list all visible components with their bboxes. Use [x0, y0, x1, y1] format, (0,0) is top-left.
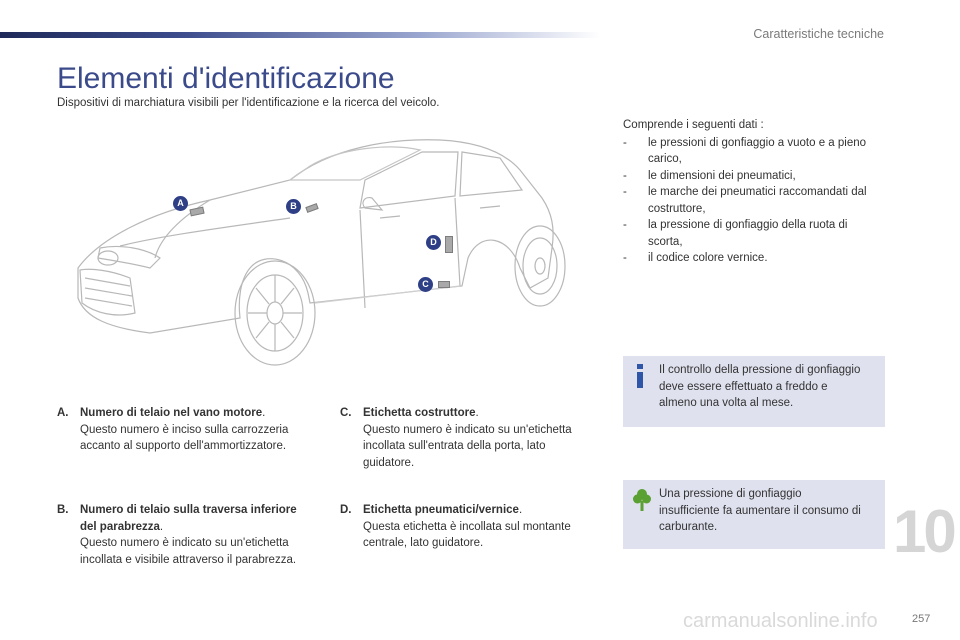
info-line: almeno una volta al mese.: [659, 397, 794, 409]
eco-box: [623, 480, 885, 549]
car-illustration: [60, 118, 600, 388]
watermark: carmanualsonline.info: [683, 610, 878, 632]
marker-b: B: [286, 199, 301, 214]
info-line: Il controllo della pressione di gonfiaggio: [659, 364, 861, 376]
eco-line: carburante.: [659, 521, 718, 533]
header-gradient-bar: [0, 32, 600, 38]
list-item: - la pressione di gonfiaggio della ruota di scorta,: [623, 219, 848, 248]
list-intro: Comprende i seguenti dati :: [623, 119, 764, 131]
item-c: C. Etichetta costruttore. Questo numero è indicato su un'etichetta incollata sull'entrata della porta, lato guidatore.: [340, 405, 600, 471]
item-heading: Numero di telaio nel vano motore: [80, 407, 263, 419]
tree-icon: [633, 488, 651, 512]
page-title: Elementi d'identificazione: [57, 62, 395, 95]
page-number: 257: [912, 613, 931, 625]
item-line: incollata e visibile attraverso il parabrezza.: [80, 553, 297, 566]
item-heading: Numero di telaio sulla traversa inferiore: [80, 504, 297, 516]
item-d: D. Etichetta pneumatici/vernice. Questa etichetta è incollata sul montante centrale, lato guidatore.: [340, 502, 600, 552]
plate-c: [438, 281, 450, 288]
info-box: [623, 356, 885, 427]
info-icon: [633, 364, 647, 388]
item-b: B. Numero di telaio sulla traversa inferiore del parabrezza. Questo numero è indicato su un'etichetta incollata e visibile attraverso il parabrezza.: [57, 502, 327, 568]
marker-c: C: [418, 277, 433, 292]
item-letter: D.: [340, 504, 352, 516]
item-line: Questo numero è indicato su un'etichetta: [363, 423, 572, 436]
list-item: - le marche dei pneumatici raccomandati dal costruttore,: [623, 186, 867, 215]
item-line: incollata sull'entrata della porta, lato: [363, 440, 546, 452]
item-heading: Etichetta pneumatici/vernice: [363, 504, 519, 516]
item-letter: B.: [57, 504, 69, 516]
item-letter: A.: [57, 407, 69, 419]
item-heading: Etichetta costruttore: [363, 407, 476, 419]
list-item: - le pressioni di gonfiaggio a vuoto e a pieno carico,: [623, 136, 867, 165]
item-line: centrale, lato guidatore.: [363, 537, 484, 549]
item-line: guidatore.: [363, 456, 415, 469]
eco-line: insufficiente fa aumentare il consumo di: [659, 504, 861, 517]
section-header: Caratteristiche tecniche: [753, 27, 884, 41]
item-letter: C.: [340, 407, 352, 419]
item-heading-cont: del parabrezza: [80, 520, 160, 533]
marker-d: D: [426, 235, 441, 250]
item-line: Questa etichetta è incollata sul montante: [363, 520, 571, 533]
list-item: - le dimensioni dei pneumatici,: [623, 169, 796, 182]
item-line: Questo numero è indicato su un'etichetta: [80, 537, 289, 549]
list-item: - il codice colore vernice.: [623, 252, 768, 264]
item-line: accanto al supporto dell'ammortizzatore.: [80, 440, 287, 452]
chapter-number: 10: [893, 498, 954, 565]
eco-line: Una pressione di gonfiaggio: [659, 488, 802, 500]
marker-a: A: [173, 196, 188, 211]
tire-data-list: [623, 117, 888, 267]
item-a: A. Numero di telaio nel vano motore. Questo numero è inciso sulla carrozzeria accanto al supporto dell'ammortizzatore.: [57, 405, 327, 455]
page-subtitle: Dispositivi di marchiatura visibili per l'identificazione e la ricerca del veicolo.: [57, 97, 440, 109]
plate-d: [445, 236, 453, 253]
item-line: Questo numero è inciso sulla carrozzeria: [80, 423, 289, 436]
info-line: deve essere effettuato a freddo e: [659, 380, 828, 393]
